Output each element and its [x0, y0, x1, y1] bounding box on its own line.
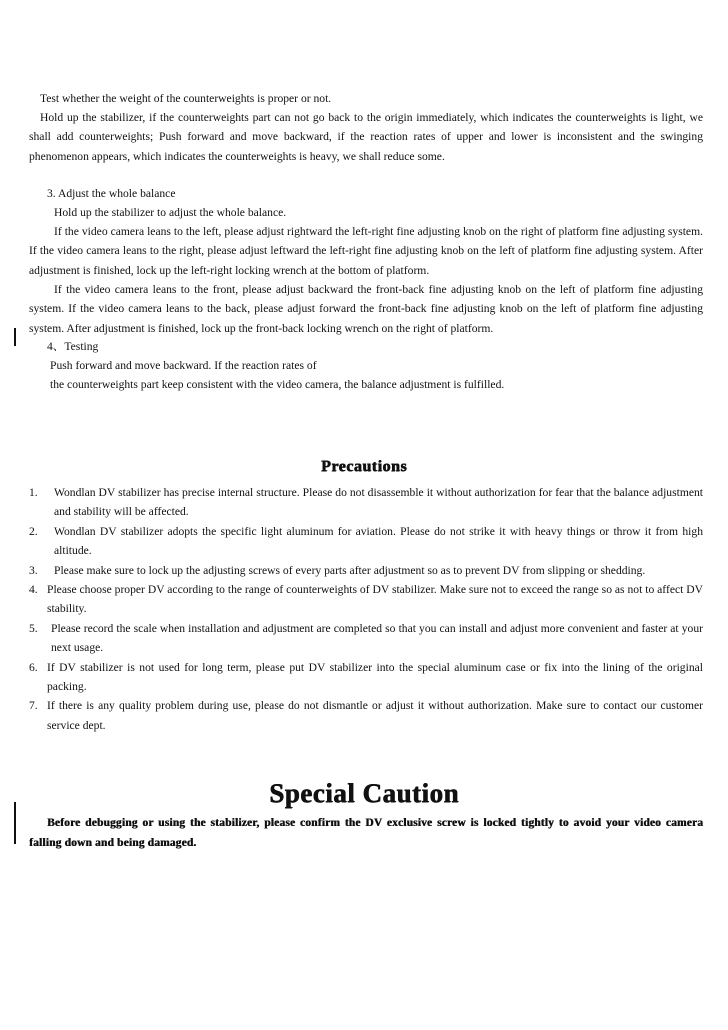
precaution-item: [29, 580, 703, 619]
balance-front-back-paragraph: If the video camera leans to the front, please adjust backward the front-back fine adjusting knob on the left of platform fine adjusting system. If the video camera leans to the back, please adjust forward the front-back fine adjusting knob on the left of platform fine adjusting system. After adjustment is finished, lock up the front-back locking wrench on the right of platform.: [29, 283, 703, 335]
precaution-number: 4.: [29, 583, 38, 597]
testing-line-1: Push forward and move backward. If the reaction rates of: [50, 359, 317, 372]
precaution-text: Please choose proper DV according to the range of counterweights of DV stabilizer. Make sure not to exceed the range so as not to affect DV stability.: [47, 583, 703, 616]
special-caution-title: Special Caution: [269, 778, 459, 808]
precaution-item: [29, 658, 703, 697]
balance-left-right-paragraph: If the video camera leans to the left, please adjust rightward the left-right fine adjusting knob on the right of platform fine adjusting system. If the video camera leans to the right, please adjust leftward the left-right fine adjusting knob on the left of platform fine adjusting system. After adjustment is finished, lock up the left-right locking wrench at the bottom of platform.: [29, 225, 703, 277]
precaution-text: If there is any quality problem during use, please do not dismantle or adjust it without authorization. Make sure to contact our customer service dept.: [47, 699, 703, 732]
testing-heading: 4、Testing: [47, 340, 99, 353]
precaution-number: 5.: [29, 621, 38, 635]
intro-paragraph-2: Hold up the stabilizer, if the counterweights part can not go back to the origin immediately, which indicates the counterweights is light, we shall add counterweights; Push forward and move backward, if the reaction rates of upper and lower is inconsistent and the swinging phenomenon appears, which indicates the counterweights is heavy, we shall reduce some.: [29, 111, 703, 163]
precaution-item: [29, 619, 703, 658]
precautions-title: Precautions: [320, 458, 408, 475]
precaution-text: Wondlan DV stabilizer has precise internal structure. Please do not disassemble it without authorization for fear that the balance adjustment and stability will be affected.: [54, 486, 703, 519]
precaution-text: Wondlan DV stabilizer adopts the specific light aluminum for aviation. Please do not strike it with heavy things or throw it from high altitude.: [54, 524, 703, 558]
precautions-list: [29, 483, 703, 735]
precaution-item: [29, 561, 703, 580]
change-bar-mark: [14, 328, 16, 346]
precaution-item: [29, 483, 703, 522]
testing-line-2: the counterweights part keep consistent with the video camera, the balance adjustment is fulfilled.: [50, 378, 505, 391]
balance-intro: Hold up the stabilizer to adjust the whole balance.: [54, 206, 287, 219]
change-bar-mark: [14, 802, 16, 844]
balance-heading: 3. Adjust the whole balance: [47, 187, 176, 200]
precaution-item: [29, 696, 703, 735]
precaution-text: Please make sure to lock up the adjusting screws of every parts after adjustment so as to prevent DV from slipping or shedding.: [54, 563, 646, 577]
precaution-item: [29, 522, 703, 561]
precaution-number: 2.: [29, 524, 38, 538]
precaution-text: Please record the scale when installation and adjustment are completed so that you can install and adjust more convenient and faster at your next usage.: [51, 621, 703, 655]
precaution-number: 6.: [29, 660, 38, 674]
precaution-number: 7.: [29, 699, 38, 713]
precaution-number: 1.: [29, 486, 38, 499]
precaution-number: 3.: [29, 563, 38, 577]
special-caution-text: Before debugging or using the stabilizer, please confirm the DV exclusive screw is locked tightly to avoid your video camera falling down and being damaged.: [29, 817, 703, 849]
intro-paragraph-1: Test whether the weight of the counterweights is proper or not.: [40, 92, 332, 105]
precaution-text: If DV stabilizer is not used for long term, please put DV stabilizer into the special aluminum case or fix into the lining of the original packing.: [47, 660, 703, 694]
